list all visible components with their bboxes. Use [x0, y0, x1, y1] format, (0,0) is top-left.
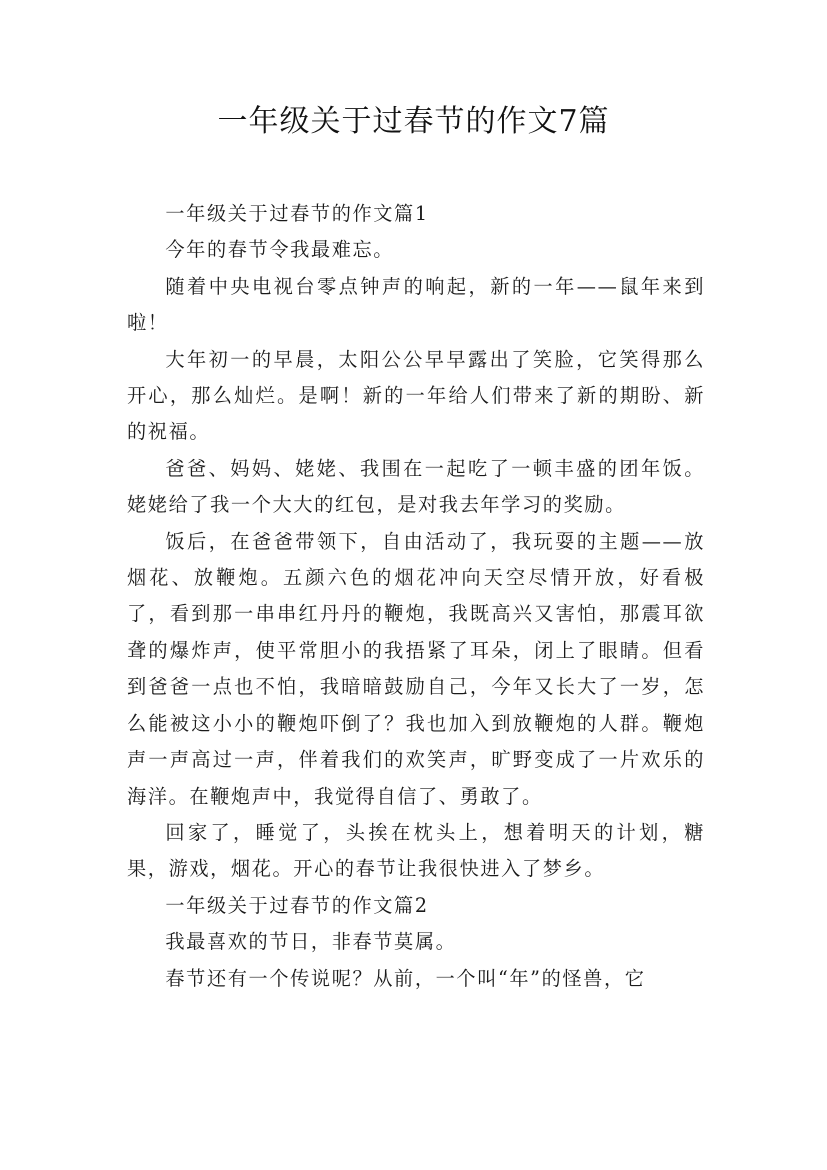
body-paragraph: 今年的春节令我最难忘。	[165, 238, 395, 262]
section-heading-2: 一年级关于过春节的作文篇2	[165, 893, 429, 917]
section-heading-1: 一年级关于过春节的作文篇1	[165, 202, 429, 225]
body-paragraph: 回家了，睡觉了，头挨在枕头上，想着明天的计划，糖果，游戏，烟花。开心的春节让我很快进入了梦乡。	[127, 820, 705, 881]
body-paragraph: 我最喜欢的节日，非春节莫属。	[165, 930, 457, 954]
document-title: 一年级关于过春节的作文7篇	[217, 104, 610, 139]
body-paragraph: 大年初一的早晨，太阳公公早早露出了笑脸，它笑得那么开心，那么灿烂。是啊！新的一年给人们带来了新的期盼、新的祝福。	[127, 347, 705, 444]
body-paragraph: 爸爸、妈妈、姥姥、我围在一起吃了一顿丰盛的团年饭。姥姥给了我一个大大的红包，是对我去年学习的奖励。	[127, 456, 705, 517]
body-paragraph: 饭后，在爸爸带领下，自由活动了，我玩耍的主题——放烟花、放鞭炮。五颜六色的烟花冲向天空尽情开放，好看极了，看到那一串串红丹丹的鞭炮，我既高兴又害怕，那震耳欲聋的爆炸声，使平常胆小的我捂紧了耳朵，闭上了眼睛。但看到爸爸一点也不怕，我暗暗鼓励自己，今年又长大了一岁，怎么能被这小小的鞭炮吓倒了？我也加入到放鞭炮的人群。鞭炮声一声高过一声，伴着我们的欢笑声，旷野变成了一片欢乐的海洋。在鞭炮声中，我觉得自信了、勇敢了。	[127, 529, 705, 808]
body-paragraph: 春节还有一个传说呢？从前，一个叫“年”的怪兽，它	[165, 966, 646, 990]
document-body	[127, 196, 705, 997]
body-paragraph: 随着中央电视台零点钟声的响起，新的一年——鼠年来到啦！	[127, 274, 705, 335]
